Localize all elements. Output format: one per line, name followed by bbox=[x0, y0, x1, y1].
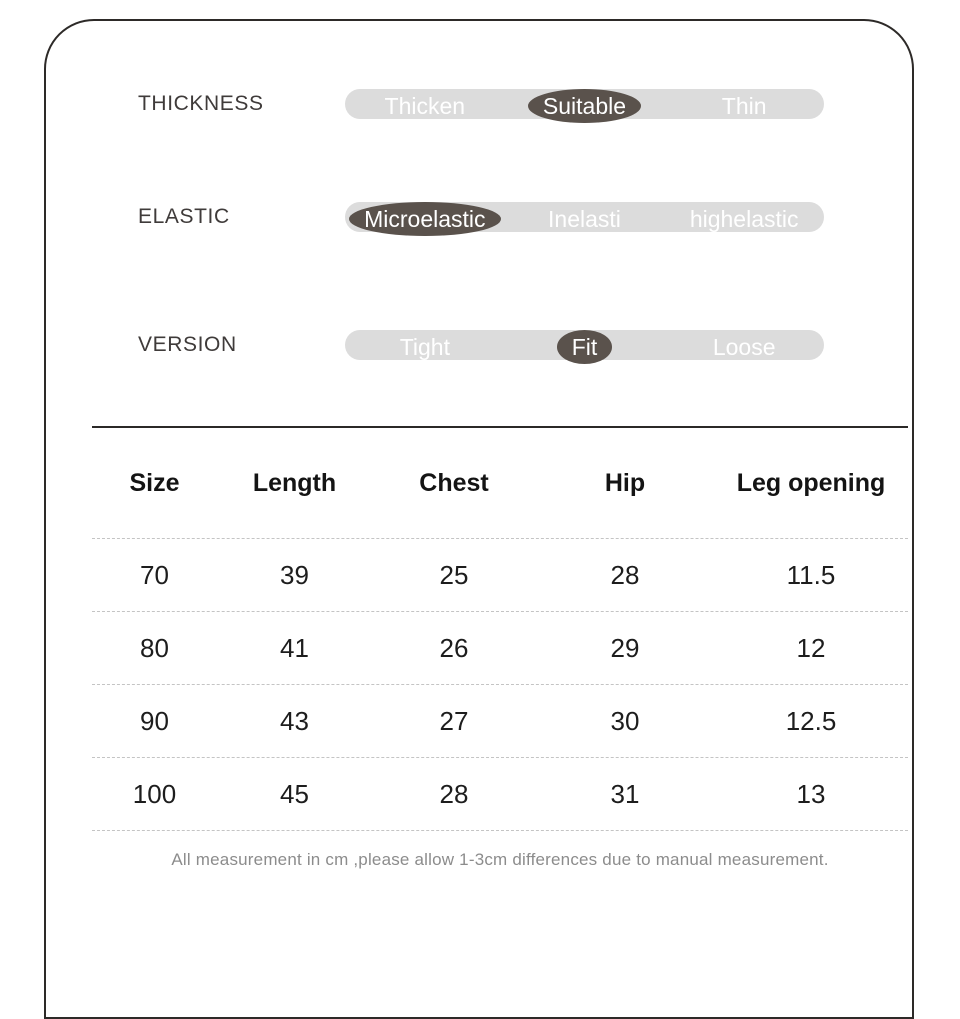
cell-size: 80 bbox=[140, 632, 169, 663]
cell-chest: 27 bbox=[439, 705, 469, 736]
column-header-length: Length bbox=[252, 468, 337, 497]
cell-chest: 26 bbox=[439, 632, 469, 663]
cell-size: 100 bbox=[132, 778, 177, 809]
cell-size: 90 bbox=[140, 705, 169, 736]
cell-length: 39 bbox=[280, 559, 309, 590]
spec-row-thickness bbox=[138, 89, 824, 119]
version-option-fit-selected: Fit bbox=[505, 330, 665, 364]
column-header-size: Size bbox=[129, 468, 180, 497]
cell-hip: 31 bbox=[610, 778, 640, 809]
version-option-tight: Tight bbox=[399, 334, 450, 360]
version-option-loose: Loose bbox=[712, 334, 776, 360]
cell-leg-opening: 12 bbox=[796, 632, 826, 663]
cell-hip: 28 bbox=[610, 559, 640, 590]
spec-row-elastic bbox=[138, 202, 824, 232]
column-header-chest: Chest bbox=[419, 468, 489, 497]
measurement-note: All measurement in cm ,please allow 1-3cm differences due to manual measurement. bbox=[171, 850, 829, 869]
elastic-option-bar bbox=[345, 202, 824, 232]
cell-length: 45 bbox=[280, 778, 309, 809]
size-table bbox=[92, 428, 908, 831]
table-header-row bbox=[92, 428, 908, 539]
cell-leg-opening: 11.5 bbox=[786, 559, 836, 590]
elastic-label: ELASTIC bbox=[138, 205, 230, 228]
thickness-option-bar bbox=[345, 89, 824, 119]
thickness-option-thin: Thin bbox=[721, 93, 767, 119]
table-row-size-90 bbox=[92, 685, 908, 758]
cell-length: 41 bbox=[280, 632, 309, 663]
elastic-option-highelastic: highelastic bbox=[689, 206, 799, 232]
cell-hip: 30 bbox=[610, 705, 640, 736]
elastic-option-inelasti: Inelasti bbox=[548, 206, 621, 232]
cell-length: 43 bbox=[280, 705, 309, 736]
column-header-leg-opening: Leg opening bbox=[736, 468, 886, 497]
cell-leg-opening: 12.5 bbox=[785, 705, 837, 736]
table-row-size-80 bbox=[92, 612, 908, 685]
table-row-size-70 bbox=[92, 539, 908, 612]
thickness-label: THICKNESS bbox=[138, 92, 264, 115]
spec-rows bbox=[46, 21, 912, 360]
cell-hip: 29 bbox=[610, 632, 640, 663]
cell-chest: 28 bbox=[439, 778, 469, 809]
thickness-option-thicken: Thicken bbox=[384, 93, 466, 119]
cell-chest: 25 bbox=[439, 559, 469, 590]
thickness-option-suitable-selected: Suitable bbox=[505, 89, 665, 123]
spec-row-version bbox=[138, 330, 824, 360]
version-option-bar bbox=[345, 330, 824, 360]
column-header-hip: Hip bbox=[604, 468, 646, 497]
cell-leg-opening: 13 bbox=[796, 778, 826, 809]
size-chart-card bbox=[44, 19, 914, 1019]
version-label: VERSION bbox=[138, 333, 237, 356]
cell-size: 70 bbox=[140, 559, 169, 590]
elastic-option-microelastic-selected: Microelastic bbox=[345, 202, 505, 236]
table-row-size-100 bbox=[92, 758, 908, 831]
